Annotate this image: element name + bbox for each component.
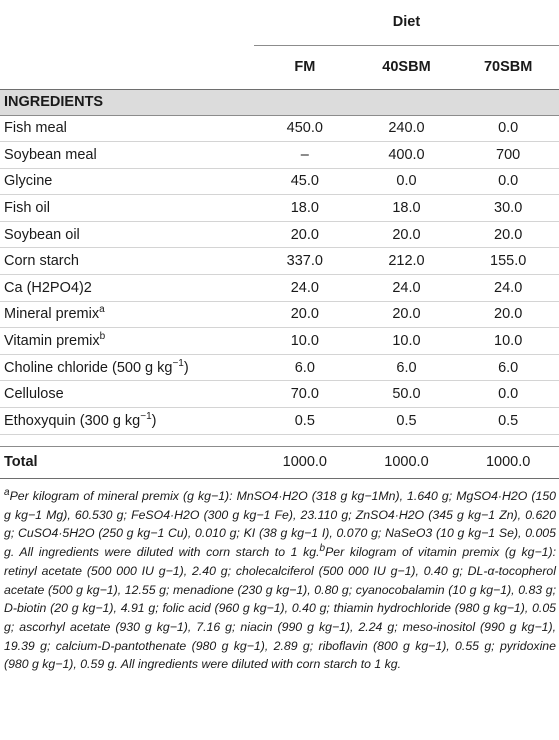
value-fm: 45.0 [254, 168, 356, 195]
ingredient-label-cell [0, 275, 254, 302]
value-70sbm: 6.0 [457, 354, 559, 381]
value-40sbm: 0.0 [356, 168, 458, 195]
total-value-40sbm: 1000.0 [356, 446, 458, 478]
table-footnote [4, 487, 556, 674]
ingredient-label: Mineral premix [4, 306, 100, 323]
section-header-row [0, 89, 559, 115]
value-fm: 10.0 [254, 328, 356, 355]
ingredient-label-cell [0, 408, 254, 435]
unit-exponent: −1 [172, 357, 184, 369]
total-value-70sbm: 1000.0 [457, 446, 559, 478]
ingredient-label: Corn starch [4, 253, 79, 270]
label-suffix: ) [183, 359, 189, 376]
value-70sbm: 10.0 [457, 328, 559, 355]
value-fm: 0.5 [254, 408, 356, 435]
column-header-70sbm: 70SBM [457, 45, 559, 89]
spacer-row [0, 434, 559, 446]
value-fm: 6.0 [254, 354, 356, 381]
value-fm: 24.0 [254, 275, 356, 302]
table-row [0, 115, 559, 142]
ingredient-rows [0, 115, 559, 434]
value-40sbm: 6.0 [356, 354, 458, 381]
value-fm: – [254, 142, 356, 169]
ingredient-label: Choline chloride (500 g kg [4, 359, 173, 376]
ingredient-label: Fish oil [4, 200, 50, 217]
ingredient-label-cell [0, 301, 254, 328]
value-40sbm: 20.0 [356, 221, 458, 248]
table-row [0, 195, 559, 222]
ingredient-label-cell [0, 248, 254, 275]
column-header-40sbm: 40SBM [356, 45, 458, 89]
section-label-ingredients: INGREDIENTS [0, 89, 559, 115]
footnote-marker: b [99, 331, 106, 343]
table-row [0, 168, 559, 195]
ingredient-label: Vitamin premix [4, 333, 100, 350]
value-40sbm: 50.0 [356, 381, 458, 408]
value-fm: 20.0 [254, 221, 356, 248]
value-fm: 20.0 [254, 301, 356, 328]
table-row [0, 275, 559, 302]
table-row [0, 381, 559, 408]
value-70sbm: 155.0 [457, 248, 559, 275]
table-row [0, 328, 559, 355]
value-40sbm: 18.0 [356, 195, 458, 222]
value-fm: 337.0 [254, 248, 356, 275]
empty-header-cell [0, 45, 254, 89]
value-70sbm: 30.0 [457, 195, 559, 222]
table-row [0, 142, 559, 169]
value-70sbm: 0.0 [457, 168, 559, 195]
diet-group-header: Diet [254, 0, 559, 45]
ingredient-label: Glycine [4, 173, 53, 190]
ingredient-label: Ethoxyquin (300 g kg [4, 412, 141, 429]
table-row [0, 408, 559, 435]
total-row [0, 446, 559, 478]
value-70sbm: 700 [457, 142, 559, 169]
ingredient-label: Soybean meal [4, 146, 97, 163]
ingredient-label: Soybean oil [4, 226, 80, 243]
footnote-b-marker: b [319, 543, 326, 555]
table-header-row-columns [0, 45, 559, 89]
table-header-row-diet [0, 0, 559, 45]
unit-exponent: −1 [140, 411, 152, 422]
ingredient-label-cell [0, 354, 254, 381]
label-suffix: ) [151, 412, 157, 429]
column-header-fm: FM [254, 45, 356, 89]
value-70sbm: 0.0 [457, 381, 559, 408]
value-40sbm: 10.0 [356, 328, 458, 355]
value-70sbm: 20.0 [457, 301, 559, 328]
footnote-marker: a [99, 304, 105, 316]
value-40sbm: 20.0 [356, 301, 458, 328]
table-row [0, 248, 559, 275]
value-40sbm: 400.0 [356, 142, 458, 169]
value-40sbm: 240.0 [356, 115, 458, 142]
ingredient-label: Cellulose [4, 386, 64, 403]
ingredient-label-cell [0, 168, 254, 195]
value-fm: 70.0 [254, 381, 356, 408]
table-row [0, 221, 559, 248]
value-70sbm: 24.0 [457, 275, 559, 302]
value-40sbm: 0.5 [356, 408, 458, 435]
footnote-a-marker: a [4, 486, 10, 498]
value-70sbm: 0.0 [457, 115, 559, 142]
ingredient-label-cell [0, 328, 254, 355]
ingredient-label-cell [0, 195, 254, 222]
footnote-a-text: Per kilogram of mineral premix (g kg−1): MnSO4·H2O (318 g kg−1Mn), 1.640 g; MgSO4·H2O (150 g kg−1 Mg), 60.530 g; FeSO4·H2O (300 g kg−1 Fe), 23.110 g; ZnSO4·H2O (345 g kg−1 Zn), 0.620 g; CuSO4·5H2O (250 g kg−1 Cu), 0.010 g; KI (38 g kg−1 I), 0.070 g; NaSeO3 (10 g kg−1 Se), 0.005 g. All ingredients were diluted with corn starch to 1 kg. [4, 489, 556, 560]
ingredient-label-cell [0, 381, 254, 408]
value-70sbm: 0.5 [457, 408, 559, 435]
value-fm: 450.0 [254, 115, 356, 142]
value-70sbm: 20.0 [457, 221, 559, 248]
table-row [0, 301, 559, 328]
ingredient-label-cell [0, 142, 254, 169]
value-40sbm: 24.0 [356, 275, 458, 302]
total-value-fm: 1000.0 [254, 446, 356, 478]
ingredient-label-cell [0, 221, 254, 248]
empty-header-cell [0, 0, 254, 45]
footnote-b-text: Per kilogram of vitamin premix (g kg−1): retinyl acetate (500 000 IU g−1), 2.40 g; cholecalciferol (500 000 IU g−1), 0.40 g; DL-α-tocopherol acetate (500 g kg−1), 12.55 g; menadione (230 g kg−1), 0.80 g; cyanocobalamin (10 g kg−1), 0.83 g; D-biotin (20 g kg−1), 4.91 g; folic acid (960 g kg−1), 0.40 g; thiamin hydrochloride (980 g kg−1), 0.05 g; ascorhyl acetate (930 g kg−1), 7.16 g; niacin (990 g kg−1), 2.24 g; meso-inositol (990 g kg−1), 19.39 g; calcium-D-pantothenate (980 g kg−1), 2.89 g; riboflavin (800 g kg−1), 0.55 g; pyridoxine (980 g kg−1), 0.59 g. All ingredients were diluted with corn starch to 1 kg. [4, 545, 556, 672]
table-row [0, 354, 559, 381]
value-40sbm: 212.0 [356, 248, 458, 275]
ingredient-label-cell [0, 115, 254, 142]
value-fm: 18.0 [254, 195, 356, 222]
ingredient-label: Ca (H2PO4)2 [4, 279, 92, 296]
ingredient-label: Fish meal [4, 120, 67, 137]
total-label: Total [0, 446, 254, 478]
